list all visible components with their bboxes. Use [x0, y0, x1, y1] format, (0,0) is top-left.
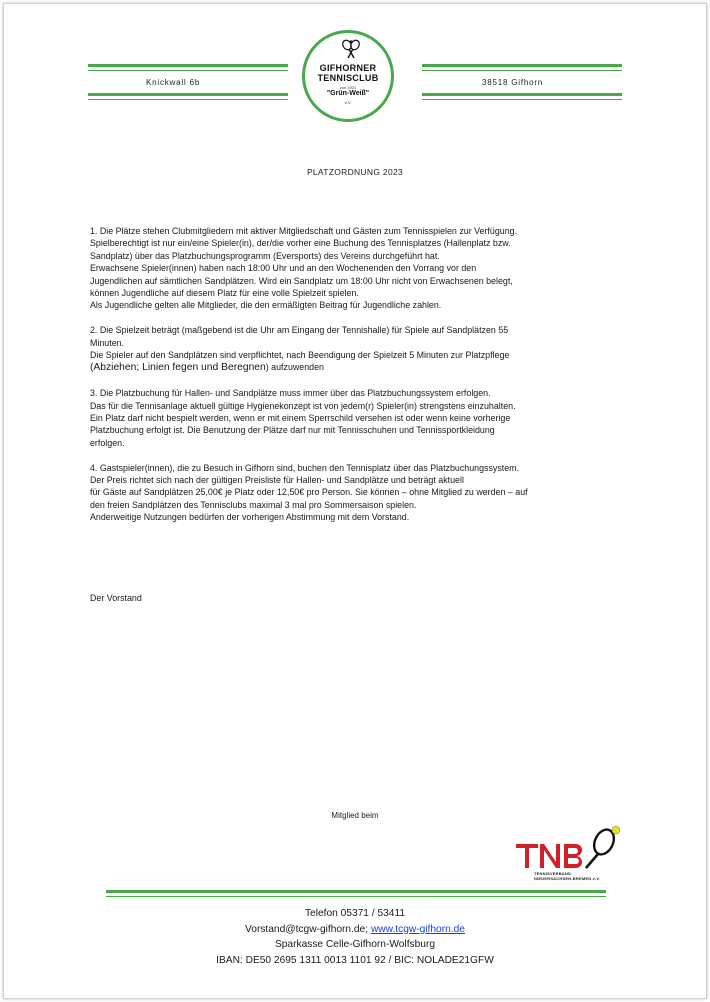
- section-1-line: Erwachsene Spieler(innen) haben nach 18:00 Uhr und an den Wochenenden den Vorrang vor den: [90, 263, 477, 274]
- footer-phone: Telefon 05371 / 53411: [304, 908, 406, 919]
- crossed-rackets-icon: [339, 39, 363, 59]
- website-link[interactable]: www.tcgw-gifhorn.de: [370, 923, 465, 935]
- section-3-line: erfolgen.: [90, 437, 125, 448]
- section-3-line: Platzbuchung erfolgt ist. Die Benutzung der Plätze darf nur mit Tennisschuhen und Tennissportkleidung: [90, 425, 495, 436]
- section-4: [90, 462, 630, 524]
- signature: Der Vorstand: [90, 593, 142, 603]
- section-1-line: 1. Die Plätze stehen Clubmitgliedern mit aktiver Mitgliedschaft und Gästen zum Tennisspielen zur Verfügung.: [90, 226, 518, 236]
- footer-bank: Sparkasse Celle-Gifhorn-Wolfsburg: [274, 939, 436, 950]
- footer-iban: IBAN: DE50 2695 1311 0013 1101 92 / BIC: NOLADE21GFW: [216, 954, 494, 966]
- section-2: [90, 324, 630, 375]
- document-title: PLATZORDNUNG 2023: [306, 167, 404, 177]
- section-2-line: 2. Die Spielzeit beträgt (maßgebend ist die Uhr am Eingang der Tennishalle) für Spiele auf Sandplätzen 55: [90, 325, 509, 336]
- document-page: [3, 3, 707, 999]
- logo-line-ev: e.V.: [344, 100, 352, 105]
- section-4-line: den freien Sandplätzen des Tennisclubs maximal 3 mal pro Sommersaison spielen.: [90, 499, 417, 510]
- logo-line-tennisclub: TENNISCLUB: [317, 73, 379, 83]
- section-2-line: Die Spieler auf den Sandplätzen sind verpflichtet, nach Beendigung der Spielzeit 5 Minuten zur Platzpflege: [90, 350, 510, 361]
- section-2-line: ) aufzuwenden: [265, 362, 324, 373]
- section-3-line: Das für die Tennisanlage aktuell gültige Hygienekonzept ist von jedem(r) Spieler(in) strengstens einzuhalten.: [90, 400, 516, 411]
- logo-line-founded: von 1921: [339, 85, 357, 90]
- document-body: [90, 225, 630, 536]
- section-4-line: 4. Gastspieler(innen), die zu Besuch in Gifhorn sind, buchen den Tennisplatz über das Platzbuchungssystem.: [90, 462, 520, 473]
- club-logo: [302, 30, 394, 122]
- address-city: 38518 Gifhorn: [482, 78, 544, 87]
- footer-contact: [4, 922, 706, 938]
- section-1-line: Spielberechtigt ist nur ein/eine Spieler(in), der/die vorher eine Buchung des Tennisplatzes (Hallenplatz bzw.: [90, 238, 511, 249]
- section-3-line: Ein Platz darf nicht bespielt werden, wenn er mit einem Sperrschild versehen ist oder wenn keine vorherige: [90, 413, 511, 424]
- section-1-line: Als Jugendliche gelten alle Mitglieder, die den ermäßigten Beitrag für Jugendliche zahlen.: [90, 300, 442, 311]
- section-1-line: können Jugendliche auf diesem Platz für eine volle Spielzeit spielen.: [90, 288, 359, 299]
- footer-email: Vorstand@tcgw-gifhorn.de;: [245, 923, 369, 935]
- address-street: Knickwall 6b: [146, 78, 201, 87]
- section-3: [90, 387, 630, 449]
- section-1-line: Sandplatz) über das Platzbuchungsprogramm (Eversports) des Vereins durchgeführt hat.: [90, 250, 440, 261]
- logo-line-gifhorner: GIFHORNER: [319, 63, 377, 73]
- tnb-caption-line1: TENNISVERBAND: [534, 871, 572, 876]
- member-label: Mitglied beim: [331, 811, 379, 820]
- section-2-emphasis: (Abziehen; Linien fegen und Beregnen: [90, 362, 266, 374]
- tnb-caption: [534, 871, 600, 881]
- section-4-line: Anderweitige Nutzungen bedürfen der vorherigen Abstimmung mit dem Vorstand.: [90, 512, 410, 523]
- logo-line-gruen-weiss: "Grün-Weiß": [326, 90, 370, 97]
- section-2-line: Minuten.: [90, 337, 125, 348]
- section-1: [90, 225, 630, 312]
- section-1-line: Jugendlichen auf sämtlichen Sandplätzen. Wird ein Sandplatz um 18:00 Uhr nicht von Erwachsenen belegt,: [90, 275, 513, 286]
- section-3-line: 3. Die Platzbuchung für Hallen- und Sandplätze muss immer über das Platzbuchungssystem erfolgen.: [90, 388, 491, 399]
- footer: [4, 906, 706, 968]
- section-4-line: für Gäste auf Sandplätzen 25,00€ je Platz oder 12,50€ pro Person. Sie können – ohne Mitglied zu werden – auf: [90, 487, 528, 498]
- section-4-line: Der Preis richtet sich nach der gültigen Preisliste für Hallen- und Sandplätze und beträgt aktuell: [90, 475, 464, 486]
- tnb-caption-line2: NIEDERSACHSEN-BREMEN e.V.: [534, 876, 601, 881]
